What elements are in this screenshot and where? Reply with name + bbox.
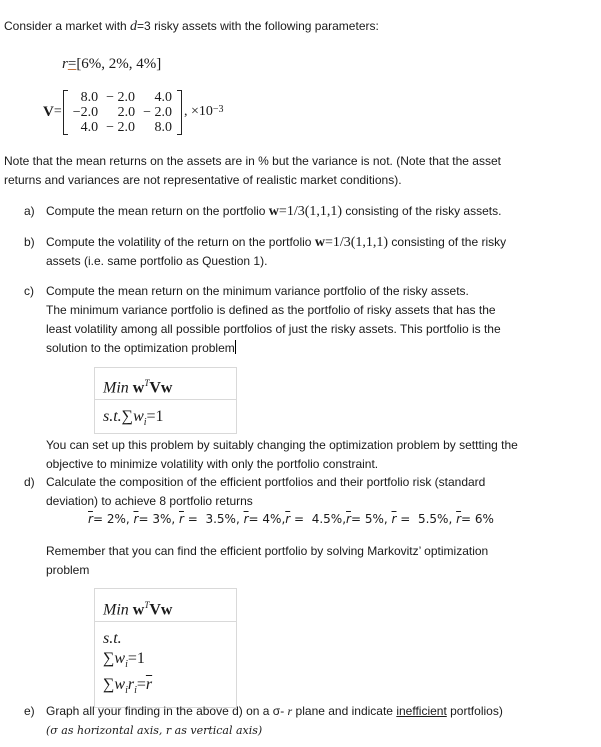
- matrix-cell: 2.0: [117, 104, 136, 120]
- question-b-pre: Compute the volatility of the return on the portfolio: [46, 235, 315, 249]
- constraint-rhs: =1: [146, 408, 164, 425]
- target-return: $\overline{r}= 5\%$,: [346, 512, 392, 526]
- question-b-post: consisting of the risky: [388, 235, 507, 249]
- matrix-scale: , ×10: [183, 104, 213, 119]
- rbar-symbol: $\overline{r}$: [179, 512, 184, 526]
- min-label: Min: [103, 379, 129, 397]
- inefficient-underlined: inefficient: [396, 704, 447, 718]
- transpose-sup: T: [144, 600, 150, 610]
- r-symbol: r: [62, 56, 68, 72]
- st-label: s.t.: [103, 630, 122, 647]
- rhs-one: =1: [127, 650, 145, 667]
- v-equals: =: [53, 104, 62, 119]
- target-value: 6%: [474, 512, 494, 526]
- rbar-symbol: $\overline{r}$: [133, 512, 139, 526]
- matrix-cell: 8.0: [80, 89, 99, 105]
- budget-constraint: [103, 649, 228, 675]
- intro-before: Consider a market with: [4, 19, 131, 33]
- question-d-line-2: deviation) to achieve 8 portfolio returns: [46, 494, 253, 508]
- rbar-symbol: $\overline{r}$: [145, 676, 153, 694]
- target-return: $\overline{r} = 3.5\%$,: [179, 512, 244, 526]
- constraints-block: [95, 621, 236, 707]
- objective-w: w: [132, 379, 145, 397]
- r-value: [6%, 2%, 4%]: [76, 56, 162, 72]
- sub-i: i: [125, 685, 128, 697]
- equals: =: [136, 676, 146, 694]
- return-constraint: [103, 675, 228, 701]
- target-return: $\overline{r}= 6\%$: [456, 512, 494, 526]
- rbar-symbol: $\overline{r}$: [285, 512, 291, 526]
- question-e-post: portfolios): [446, 704, 503, 718]
- rbar-symbol: $\overline{r}$: [391, 512, 397, 526]
- weight-formula: =1/3(1,1,1): [278, 204, 343, 219]
- sum-w: ∑w: [103, 650, 126, 667]
- matrix-row: [69, 105, 176, 120]
- matrix-brackets: [63, 90, 182, 135]
- question-e-line-2: (σ as horizontal axis, r as vertical axis): [46, 724, 263, 737]
- note-line-2: returns and variances are not representative of realistic market conditions).: [4, 173, 402, 187]
- text-cursor: [235, 340, 236, 354]
- objective-rest: Vw: [149, 601, 173, 619]
- question-c-after-1: You can set up this problem by suitably changing the optimization problem by settting the: [46, 438, 518, 452]
- question-c-line-2: The minimum variance portfolio is defined as the portfolio of risky assets that has the: [46, 303, 496, 317]
- question-b-line-2: assets (i.e. same portfolio as Question 1).: [46, 254, 268, 268]
- covariance-matrix: [43, 88, 224, 136]
- question-c-line-1: Compute the mean return on the minimum variance portfolio of the risky assets.: [46, 284, 469, 298]
- w-symbol: w: [268, 204, 279, 219]
- target-return: $\overline{r} = 4.5\%$,: [285, 512, 347, 526]
- question-c-line-3: least volatility among all possible portfolios of just the risky assets. This portfolio is the: [46, 322, 501, 336]
- objective-rest: Vw: [149, 379, 173, 397]
- returns-vector: [62, 56, 161, 73]
- target-return: $\overline{r} = 5.5\%$,: [391, 512, 457, 526]
- question-e-mid: plane and indicate: [292, 704, 397, 718]
- rbar-symbol: $\overline{r}$: [456, 512, 462, 526]
- rbar-symbol: $\overline{r}$: [346, 512, 351, 526]
- target-value: 5%: [364, 512, 384, 526]
- target-value: 2%: [106, 512, 126, 526]
- question-a-post: consisting of the risky assets.: [342, 204, 502, 218]
- matrix-cell: 4.0: [80, 119, 99, 135]
- min-label: Min: [103, 601, 129, 619]
- question-c-line-4[interactable]: [46, 339, 236, 358]
- markowitz-formula-box: [94, 588, 237, 708]
- v-symbol: V: [43, 103, 54, 120]
- sum-w: ∑w: [103, 676, 126, 694]
- target-value: 3.5%: [205, 512, 236, 526]
- constraint-sum: s.t.∑w: [103, 408, 144, 425]
- intro-after: =3 risky assets with the following parameters:: [137, 19, 379, 33]
- note-line-1: Note that the mean returns on the assets are in % but the variance is not. (Note that the asset: [4, 154, 501, 168]
- rbar-symbol: $\overline{r}$: [88, 512, 93, 526]
- objective-w: w: [132, 601, 145, 619]
- sub-i: i: [125, 659, 128, 671]
- objective-row: [95, 589, 236, 621]
- matrix-cell: 8.0: [154, 119, 172, 135]
- intro-text: [4, 19, 379, 35]
- question-e-label: e): [24, 704, 35, 718]
- question-d-remember-1: Remember that you can find the efficient portfolio by solving Markovitz’ optimization: [46, 544, 489, 558]
- weight-formula: =1/3(1,1,1): [324, 235, 389, 250]
- matrix-cell: − 2.0: [106, 119, 136, 135]
- sub-i: i: [134, 685, 137, 697]
- question-e-pre: Graph all your finding in the above d) on a σ-: [46, 704, 288, 718]
- question-c-after-2: objective to minimize volatility with only the portfolio constraint.: [46, 457, 379, 471]
- min-variance-formula-box: [94, 367, 237, 434]
- matrix-cell: − 2.0: [143, 104, 172, 120]
- matrix-row: [69, 90, 176, 105]
- r-symbol: r: [287, 704, 293, 718]
- target-return: $\overline{r}= 3\%$,: [133, 512, 179, 526]
- rbar-symbol: $\overline{r}$: [243, 512, 249, 526]
- question-c-label: c): [24, 284, 34, 298]
- question-c-line-4-text: solution to the optimization problem: [46, 341, 235, 355]
- target-return: $\overline{r}= 2\%$,: [88, 512, 134, 526]
- target-returns-list: [88, 510, 494, 528]
- r-equals: =: [67, 56, 77, 72]
- question-a-text: [46, 202, 501, 221]
- matrix-scale-exponent: −3: [212, 103, 224, 115]
- question-d-remember-2: problem: [46, 563, 90, 577]
- question-d-label: d): [24, 475, 35, 489]
- matrix-cell: −2.0: [72, 104, 99, 120]
- question-b-label: b): [24, 235, 35, 249]
- r-symbol: r: [127, 676, 135, 694]
- question-b-text: [46, 233, 506, 252]
- constraint-sub: i: [143, 417, 147, 429]
- question-a-pre: Compute the mean return on the portfolio: [46, 204, 269, 218]
- w-symbol: w: [314, 235, 325, 250]
- matrix-cell: − 2.0: [106, 89, 136, 105]
- constraint-row: [95, 399, 236, 433]
- objective-row: [95, 368, 236, 399]
- question-a-label: a): [24, 204, 35, 218]
- target-value: 4.5%: [311, 512, 343, 526]
- target-return: $\overline{r}= 4\%$,: [243, 512, 286, 526]
- d-symbol: d: [130, 19, 138, 34]
- target-value: 5.5%: [417, 512, 449, 526]
- question-e-line-1: [46, 702, 503, 721]
- matrix-row: [69, 120, 176, 135]
- target-value: 4%: [262, 512, 282, 526]
- transpose-sup: T: [144, 378, 150, 388]
- target-value: 3%: [152, 512, 172, 526]
- question-d-line-1: Calculate the composition of the efficient portfolios and their portfolio risk (standard: [46, 475, 486, 489]
- matrix-cell: 4.0: [154, 89, 172, 105]
